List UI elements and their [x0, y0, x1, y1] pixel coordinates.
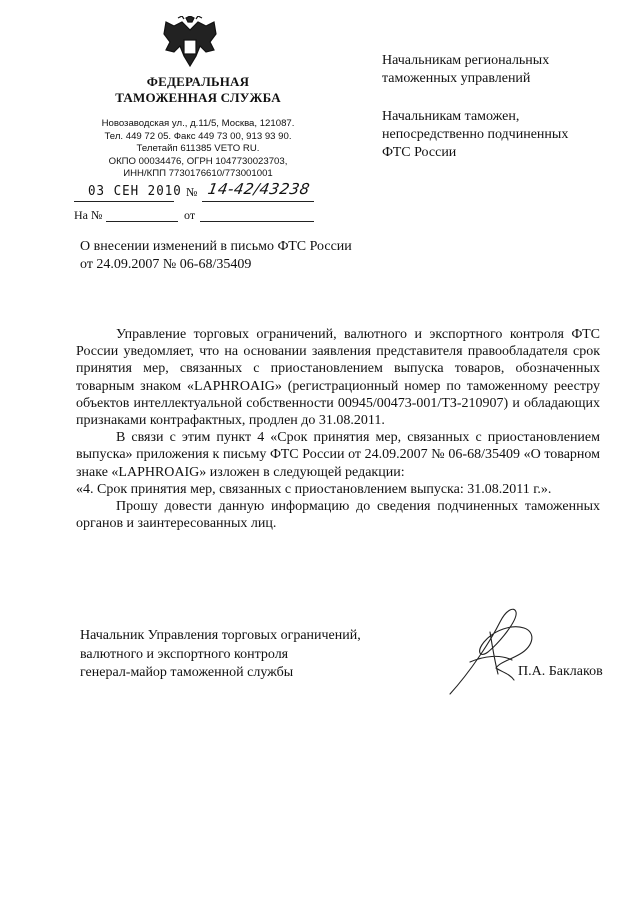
org-okpo-ogrn: ОКПО 00034476, ОГРН 1047730023703, [108, 155, 288, 167]
org-phones: Тел. 449 72 05. Факс 449 73 00, 913 93 90. [104, 130, 292, 142]
signatory-position [80, 627, 380, 683]
org-inn-kpp: ИНН/КПП 7730176610/773001001 [123, 168, 273, 180]
reference-date-underline [200, 221, 314, 222]
signatory-position-line2: валютного и экспортного контроля [80, 646, 289, 662]
registration-number-handwritten: 14-42/43238 [206, 180, 312, 198]
reference-date-label: от [184, 208, 196, 222]
letter-subject: О внесении изменений в письмо ФТС России от 24.09.2007 № 06-68/35409 [80, 239, 352, 272]
date-underline [74, 201, 174, 202]
signatory-position-line3: генерал-майор таможенной службы [80, 665, 294, 680]
reference-number-label: На № [74, 208, 103, 222]
org-address: Новозаводская ул., д.11/5, Москва, 121087. [101, 118, 295, 129]
letterhead-requisites [76, 118, 320, 181]
number-underline [202, 201, 314, 202]
body-paragraph-1: Управление торговых ограничений, валютного и экспортного контроля ФТС России уведомляет, что на основании заявления представителя правообладателя срок принятия мер, связанных с приостановлением выпуска товаров, обозначенных товарным знаком «LAPHROAIG» (регистрационный номер по таможенному реестру объектов интеллектуальной собственности 00945/00473-001/ТЗ-210907) и обладающих признаками контрафактных, продлен до 31.08.2011. [76, 327, 600, 429]
letterhead-organization [108, 74, 288, 106]
state-emblem-icon [160, 16, 220, 72]
handwritten-signature-icon [440, 602, 550, 702]
registration-date-stamp: 03 СЕН 2010 [88, 182, 182, 199]
body-paragraph-3: «4. Срок принятия мер, связанных с приостановлением выпуска: 31.08.2011 г.». [76, 481, 552, 497]
signatory-name: П.А. Баклаков [518, 664, 603, 679]
org-name-line1: ФЕДЕРАЛЬНАЯ [146, 74, 250, 89]
body-paragraph-2: В связи с этим пункт 4 «Срок принятия мер, связанных с приостановлением выпуска» приложения к письму ФТС России от 24.09.2007 № 06-68/35409 «О товарном знаке «LAPHROAIG» изложен в следующей редакции: [76, 430, 600, 480]
addressee-regional: Начальникам региональных таможенных управлений [382, 53, 550, 86]
org-teletype: Телетайп 611385 VETO RU. [136, 143, 260, 155]
number-label: № [186, 185, 198, 199]
signatory-position-line1: Начальник Управления торговых ограничений, [80, 628, 361, 643]
letter-body [76, 326, 600, 532]
reference-number-underline [106, 221, 178, 222]
reference-line [74, 206, 314, 224]
body-paragraph-4: Прошу довести данную информацию до сведения подчиненных таможенных органов и заинтересованных лиц. [76, 499, 600, 532]
registration-line [74, 180, 314, 203]
addressee-customs: Начальникам таможен, непосредственно подчиненных ФТС России [382, 109, 569, 160]
org-name-line2: ТАМОЖЕННАЯ СЛУЖБА [115, 90, 281, 105]
